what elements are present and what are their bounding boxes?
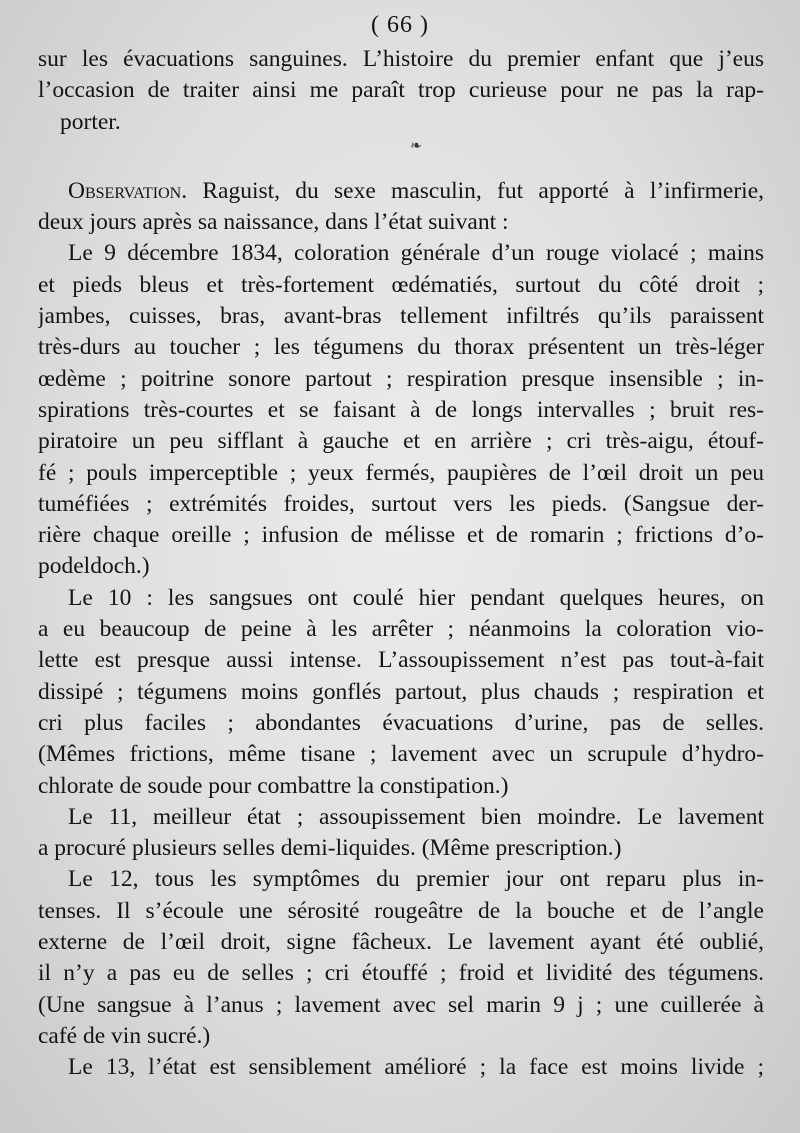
- text-line: fé ; pouls imperceptible ; yeux fermés, paupières de l’œil droit un peu: [38, 459, 764, 486]
- ornament-mark: ❧: [410, 138, 422, 154]
- text-line: lette est presque aussi intense. L’assoupissement n’est pas tout-à-fait: [38, 647, 764, 674]
- page-number: ( 66 ): [371, 12, 429, 38]
- text-line: a eu beaucoup de peine à les arrêter ; néanmoins la coloration vio-: [38, 616, 764, 643]
- text-line: œdème ; poitrine sonore partout ; respiration presque insensible ; in-: [38, 365, 764, 392]
- text-line: cri plus faciles ; abondantes évacuations d’urine, pas de selles.: [38, 709, 764, 736]
- text-line: Le 10 : les sangsues ont coulé hier pendant quelques heures, on: [68, 584, 764, 611]
- text-line: deux jours après sa naissance, dans l’état suivant :: [38, 209, 509, 236]
- text-line: a procuré plusieurs selles demi-liquides. (Même prescription.): [38, 835, 622, 862]
- body-text: [38, 44, 764, 1084]
- text-line: il n’y a pas eu de selles ; cri étouffé ; froid et lividité des tégumens.: [38, 960, 764, 987]
- observation-first-line: [38, 176, 764, 207]
- text-line: Le 11, meilleur état ; assoupissement bien moindre. Le lavement: [68, 803, 764, 830]
- text-line: podeldoch.): [38, 553, 150, 580]
- text-line: café de vin sucré.): [38, 1022, 211, 1049]
- text-line: tenses. Il s’écoule une sérosité rougeâtre de la bouche et de l’angle: [38, 897, 764, 924]
- text-line: tuméfiées ; extrémités froides, surtout vers les pieds. (Sangsue der-: [38, 490, 764, 517]
- text-line: l’occasion de traiter ainsi me paraît trop curieuse pour ne pas la rap-: [38, 77, 764, 104]
- text-line: jambes, cuisses, bras, avant-bras tellement infiltrés qu’ils paraissent: [38, 303, 764, 330]
- text-line: spirations très-courtes et se faisant à de longs intervalles ; bruit res-: [38, 396, 764, 423]
- text-line: Le 9 décembre 1834, coloration générale d’un rouge violacé ; mains: [68, 240, 764, 267]
- text-line: Le 12, tous les symptômes du premier jour ont reparu plus in-: [68, 866, 764, 893]
- observation-text: Raguist, du sexe masculin, fut apporté à l’infirmerie,: [187, 177, 764, 204]
- text-line: et pieds bleus et très-fortement œdématiés, surtout du côté droit ;: [38, 271, 764, 298]
- observation-label: Observation.: [68, 177, 188, 204]
- text-line: chlorate de soude pour combattre la constipation.): [38, 772, 509, 799]
- text-line: piratoire un peu sifflant à gauche et en arrière ; cri très-aigu, étouf-: [38, 428, 764, 455]
- text-line: (Mêmes frictions, même tisane ; lavement avec un scrupule d’hydro-: [38, 741, 764, 768]
- text-line: Le 13, l’état est sensiblement amélioré ; la face est moins livide ;: [68, 1054, 764, 1081]
- text-line: dissipé ; tégumens moins gonflés partout, plus chauds ; respiration et: [38, 678, 764, 705]
- text-line: rière chaque oreille ; infusion de mélisse et de romarin ; frictions d’o-: [38, 522, 764, 549]
- text-line: (Une sangsue à l’anus ; lavement avec sel marin 9 j ; une cuillerée à: [38, 991, 764, 1018]
- text-line: externe de l’œil droit, signe fâcheux. Le lavement ayant été oublié,: [38, 929, 764, 956]
- text-line: porter.: [60, 108, 121, 135]
- text-line: très-durs au toucher ; les tégumens du thorax présentent un très-léger: [38, 334, 764, 361]
- text-line: sur les évacuations sanguines. L’histoire du premier enfant que j’eus: [38, 46, 764, 72]
